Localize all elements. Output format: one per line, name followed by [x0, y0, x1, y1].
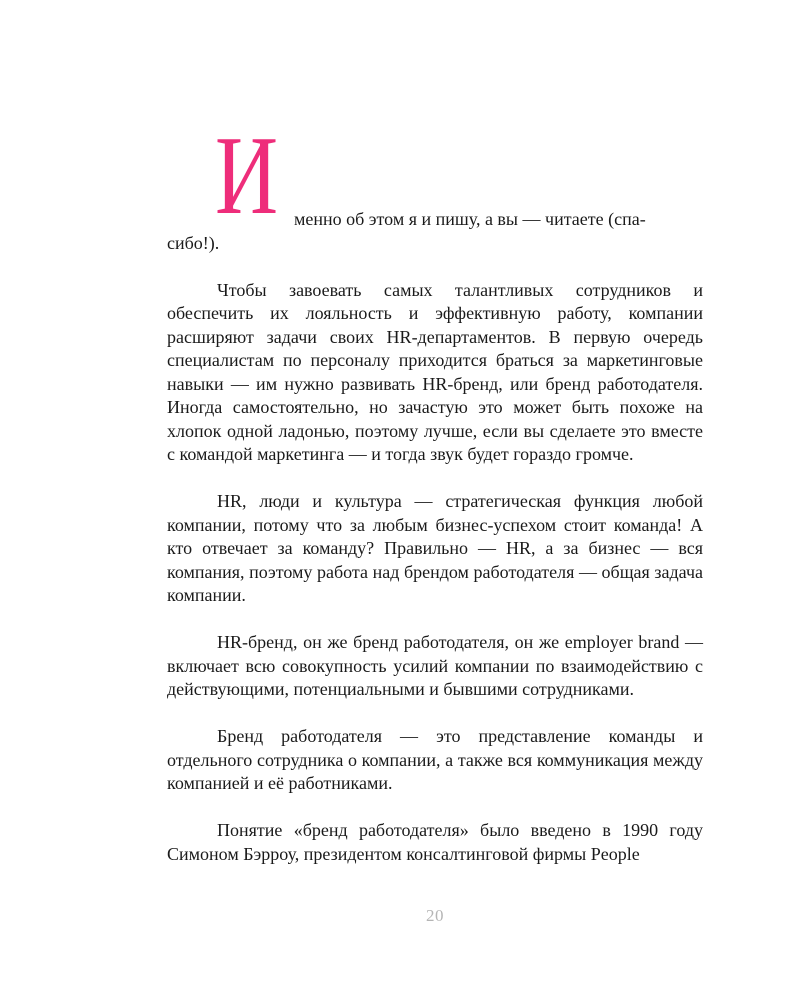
lead-paragraph — [167, 114, 703, 255]
page-body — [167, 114, 703, 866]
paragraph-4: Бренд работодателя — это представление команды и отдельного сотрудника о компании, а также вся коммуникация между компанией и её работниками. — [167, 726, 703, 793]
lead-line-2: сибо!). — [167, 232, 220, 253]
drop-cap-letter: И — [215, 114, 279, 238]
lead-line-1: менно об этом я и пишу, а вы — читаете (спа- — [294, 209, 646, 229]
paragraph-5: Понятие «бренд работодателя» было введено в 1990 году Симоном Бэрроу, президентом консалтинговой фирмы People — [167, 820, 703, 864]
paragraph-2: HR, люди и культура — стратегическая функция любой компании, потому что за любым бизнес-успехом стоит команда! А кто отвечает за команду? Правильно — HR, а за бизнес — вся компания, поэтому работа над брендом работодателя — общая задача компании. — [167, 491, 703, 605]
page-number: 20 — [426, 906, 444, 925]
paragraph-3: HR-бренд, он же бренд работодателя, он же employer brand — включает всю совокупность усилий компании по взаимодействию с действующими, потенциальными и бывшими сотрудниками. — [167, 632, 703, 699]
paragraph-1: Чтобы завоевать самых талантливых сотрудников и обеспечить их лояльность и эффективную работу, компании расширяют задачи своих HR-департаментов. В первую очередь специалистам по персоналу приходится браться за маркетинговые навыки — им нужно развивать HR-бренд, или бренд работодателя. Иногда самостоятельно, но зачастую это может быть похоже на хлопок одной ладонью, поэтому лучше, если вы сделаете это вместе с командой маркетинга — и тогда звук будет гораздо громче. — [167, 279, 703, 464]
